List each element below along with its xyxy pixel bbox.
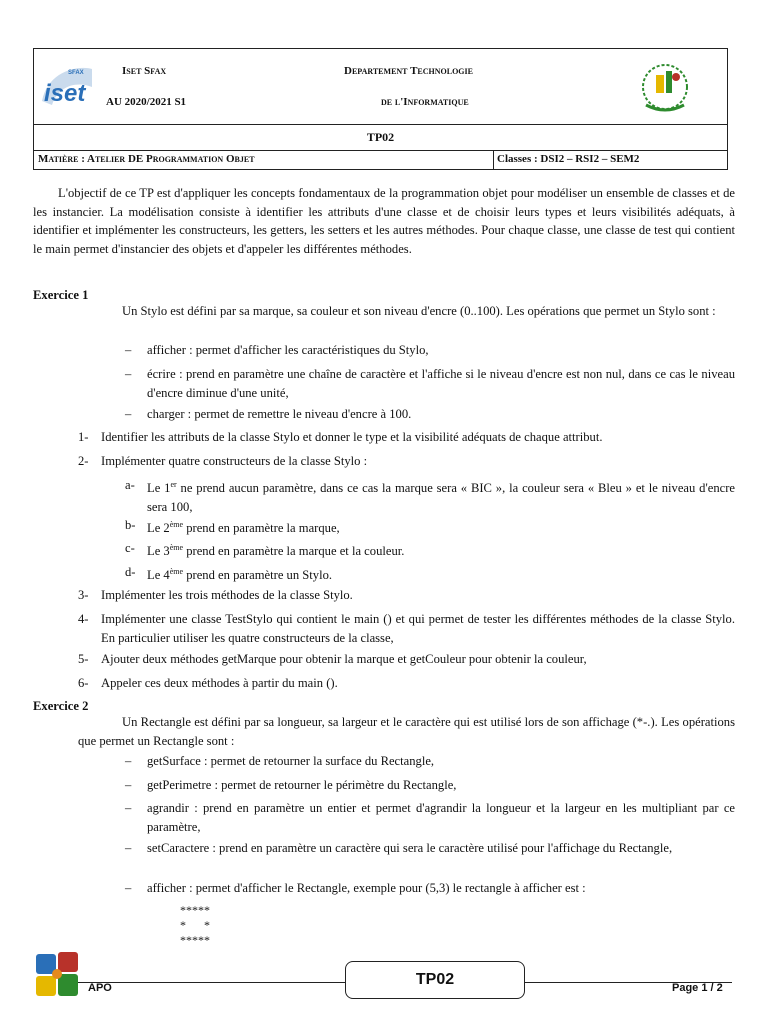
header-table — [33, 48, 728, 170]
academic-year: AU 2020/2021 S1 — [106, 96, 187, 108]
sub-c: Le 3ème prend en paramètre la marque et la couleur. — [147, 543, 405, 559]
header-row-top — [34, 49, 727, 125]
footer-course: APO — [88, 982, 112, 994]
classes: Classes : DSI2 – RSI2 – SEM2 — [497, 153, 640, 165]
ex1-question-3: Implémenter les trois méthodes de la classe Stylo. — [101, 588, 353, 602]
course-name: Matière : Atelier DE Programmation Objet — [38, 153, 255, 165]
institute-name: Iset Sfax — [122, 65, 167, 77]
intro-paragraph: L'objectif de ce TP est d'appliquer les concepts fondamentaux de la programmation objet pour modéliser un ensemble de classes et de les instancier. La modélisation consiste à identifier les attributs d'une classe et de choisir leurs types et leurs visibilités adéquats, à identifier et implémenter les constructeurs, les getters, les setters et les autres méthodes. Pour chaque classe, une classe de test qui contient le main permet d'instancier des objets et d'appeler les différentes méthodes. — [33, 186, 735, 256]
ex2-op-surface: getSurface : permet de retourner la surface du Rectangle, — [147, 754, 435, 768]
sub-d-label: d- — [125, 565, 136, 579]
sub-b-label: b- — [125, 518, 136, 532]
ex1-question-1: Identifier les attributs de la classe Stylo et donner le type et la visibilité adéquats de chaque attribut. — [101, 430, 603, 444]
iset-logo-text: SFAX — [68, 70, 84, 76]
page-number: Page 1 / 2 — [672, 982, 723, 994]
svg-text:iset: iset — [44, 80, 86, 107]
exercise1-title: Exercice 1 — [33, 288, 89, 302]
header-divider — [493, 150, 494, 170]
ex2-op-afficher: afficher : permet d'afficher le Rectangle, exemple pour (5,3) le rectangle à afficher est : — [147, 881, 586, 895]
sub-b: Le 2ème prend en paramètre la marque, — [147, 520, 340, 536]
ex1-question-2: Implémenter quatre constructeurs de la classe Stylo : — [101, 454, 368, 468]
puzzle-logo-icon — [34, 950, 80, 1000]
ex2-op-agrandir: agrandir : prend en paramètre un entier et permet d'agrandir la longueur et la largeur en les multipliant par ce paramètre, — [147, 801, 735, 834]
ex1-op-afficher: afficher : permet d'afficher les caractéristiques du Stylo, — [147, 343, 429, 357]
sub-a-label: a- — [125, 478, 135, 492]
ex2-op-perimetre: getPerimetre : permet de retourner le périmètre du Rectangle, — [147, 778, 457, 792]
sub-a: Le 1er ne prend aucun paramètre, dans ce cas la marque sera « BIC », la couleur sera « Bleu » et le niveau d'encre sera 100, — [147, 480, 735, 514]
rectangle-example-line3: ***** — [180, 933, 210, 947]
ex1-question-4: Implémenter une classe TestStylo qui contient le main () et qui permet de tester les différentes méthodes de la classe Stylo. En particulier utiliser les quatre constructeurs de la classe, — [101, 612, 735, 645]
university-seal-icon — [632, 61, 698, 117]
exercise2-intro: Un Rectangle est défini par sa longueur, sa largeur et le caractère qui est utilisé lors de son affichage (*-.). Les opérations que permet un Rectangle sont : — [78, 715, 735, 748]
ex2-op-setcaractere: setCaractere : prend en paramètre un caractère qui sera le caractère utilisé pour l'affichage du Rectangle, — [147, 841, 673, 855]
ex1-op-ecrire: écrire : prend en paramètre une chaîne de caractère et l'affiche si le niveau d'encre est non nul, dans ce cas le niveau d'encre diminue d'une unité, — [147, 367, 735, 400]
document-page: SFAX iset Iset Sfax AU 2020/2021 S1 Departement Technologie de l'Informatique TP02 Matière : Atelier DE Programmation Objet Classes : DSI2 – RSI2 – SEM2 L'objectif de ce TP est d'appliquer les concepts fondamentaux de la programmation objet pour modéliser un ensemble de classes et de les instancier. La modélisation consiste à identifier les attributs d'une classe et de choisir leurs types et leurs visibilités adéquats, à identifier et implémenter les constructeurs, les getters, les setters et les autres méthodes. Pour chaque classe, une classe de test qui contient le main permet d'instancier des objets et d'appeler les différentes méthodes. Exercice 1 Un Stylo est défini par sa marque, sa couleur et son niveau d'encre (0..100). Les opérations que permet un Stylo sont : – afficher : permet d'afficher les caractéristiques du Stylo, – écrire : prend en paramètre une chaîne de caractère et l'affiche si le niveau d'encre est non nul, dans ce cas le niveau d'encre diminue d'une unité, – charger : permet de remettre le niveau d'encre à 100. 1- Identifier les attributs de la classe Stylo et donner le type et la visibilité adéquats de chaque attribut. 2- Implémenter quatre constructeurs de la classe Stylo : a- Le 1er ne prend aucun paramètre, dans ce cas la marque sera « BIC », la couleur sera « Bleu » et le niveau d'encre sera 100, b- Le 2ème prend en paramètre la marque, c- Le 3ème prend en paramètre la marque et la couleur. d- Le 4ème prend en paramètre un Stylo. 3- Implémenter les trois méthodes de la classe Stylo. 4- Implémenter une classe TestStylo qui contient le main () et qui permet de tester les différentes méthodes de la classe Stylo. En particulier utiliser les quatre constructeurs de la classe, 5- Ajouter deux méthodes getMarque pour obtenir la marque et getCouleur pour obtenir la couleur, 6- Appeler ces deux méthodes à partir du main (). Exercice 2 Un Rectangle est défini par sa longueur, sa largeur et le caractère qui est utilisé lors de son affichage (*-.). Les opérations que permet un Rectangle sont : – getSurface : permet de retourner la surface du Rectangle, – getPerimetre : permet de retourner le périmètre du Rectangle, – agrandir : prend en paramètre un entier et permet d'agrandir la longueur et la largeur en les multipliant par ce paramètre, – setCaractere : prend en paramètre un caractère qui sera le caractère utilisé pour l'affichage du Rectangle, – afficher : permet d'afficher le Rectangle, exemple pour (5,3) le rectangle à afficher est : ***** * * ***** APO TP02 Page 1 / 2 — [0, 0, 768, 1024]
footer-tp-badge: TP02 — [345, 961, 525, 999]
exercise1-intro: Un Stylo est défini par sa marque, sa couleur et son niveau d'encre (0..100). Les opérations que permet un Stylo sont : — [122, 304, 716, 318]
sub-d: Le 4ème prend en paramètre un Stylo. — [147, 567, 333, 583]
rectangle-example-line2: * * — [180, 918, 210, 932]
tp-title: TP02 — [366, 130, 395, 144]
rectangle-example-line1: ***** — [180, 903, 210, 917]
header-row-course — [34, 150, 727, 170]
ex1-question-6: Appeler ces deux méthodes à partir du main (). — [101, 676, 338, 690]
department-line1: Departement Technologie — [344, 65, 473, 77]
header-row-tp — [34, 124, 727, 151]
exercise2-title: Exercice 2 — [33, 699, 89, 713]
department-line2: de l'Informatique — [381, 96, 469, 108]
ex1-question-5: Ajouter deux méthodes getMarque pour obtenir la marque et getCouleur pour obtenir la couleur, — [101, 652, 587, 666]
iset-logo-icon — [38, 61, 94, 111]
sub-c-label: c- — [125, 541, 135, 555]
ex1-op-charger: charger : permet de remettre le niveau d'encre à 100. — [147, 407, 412, 421]
